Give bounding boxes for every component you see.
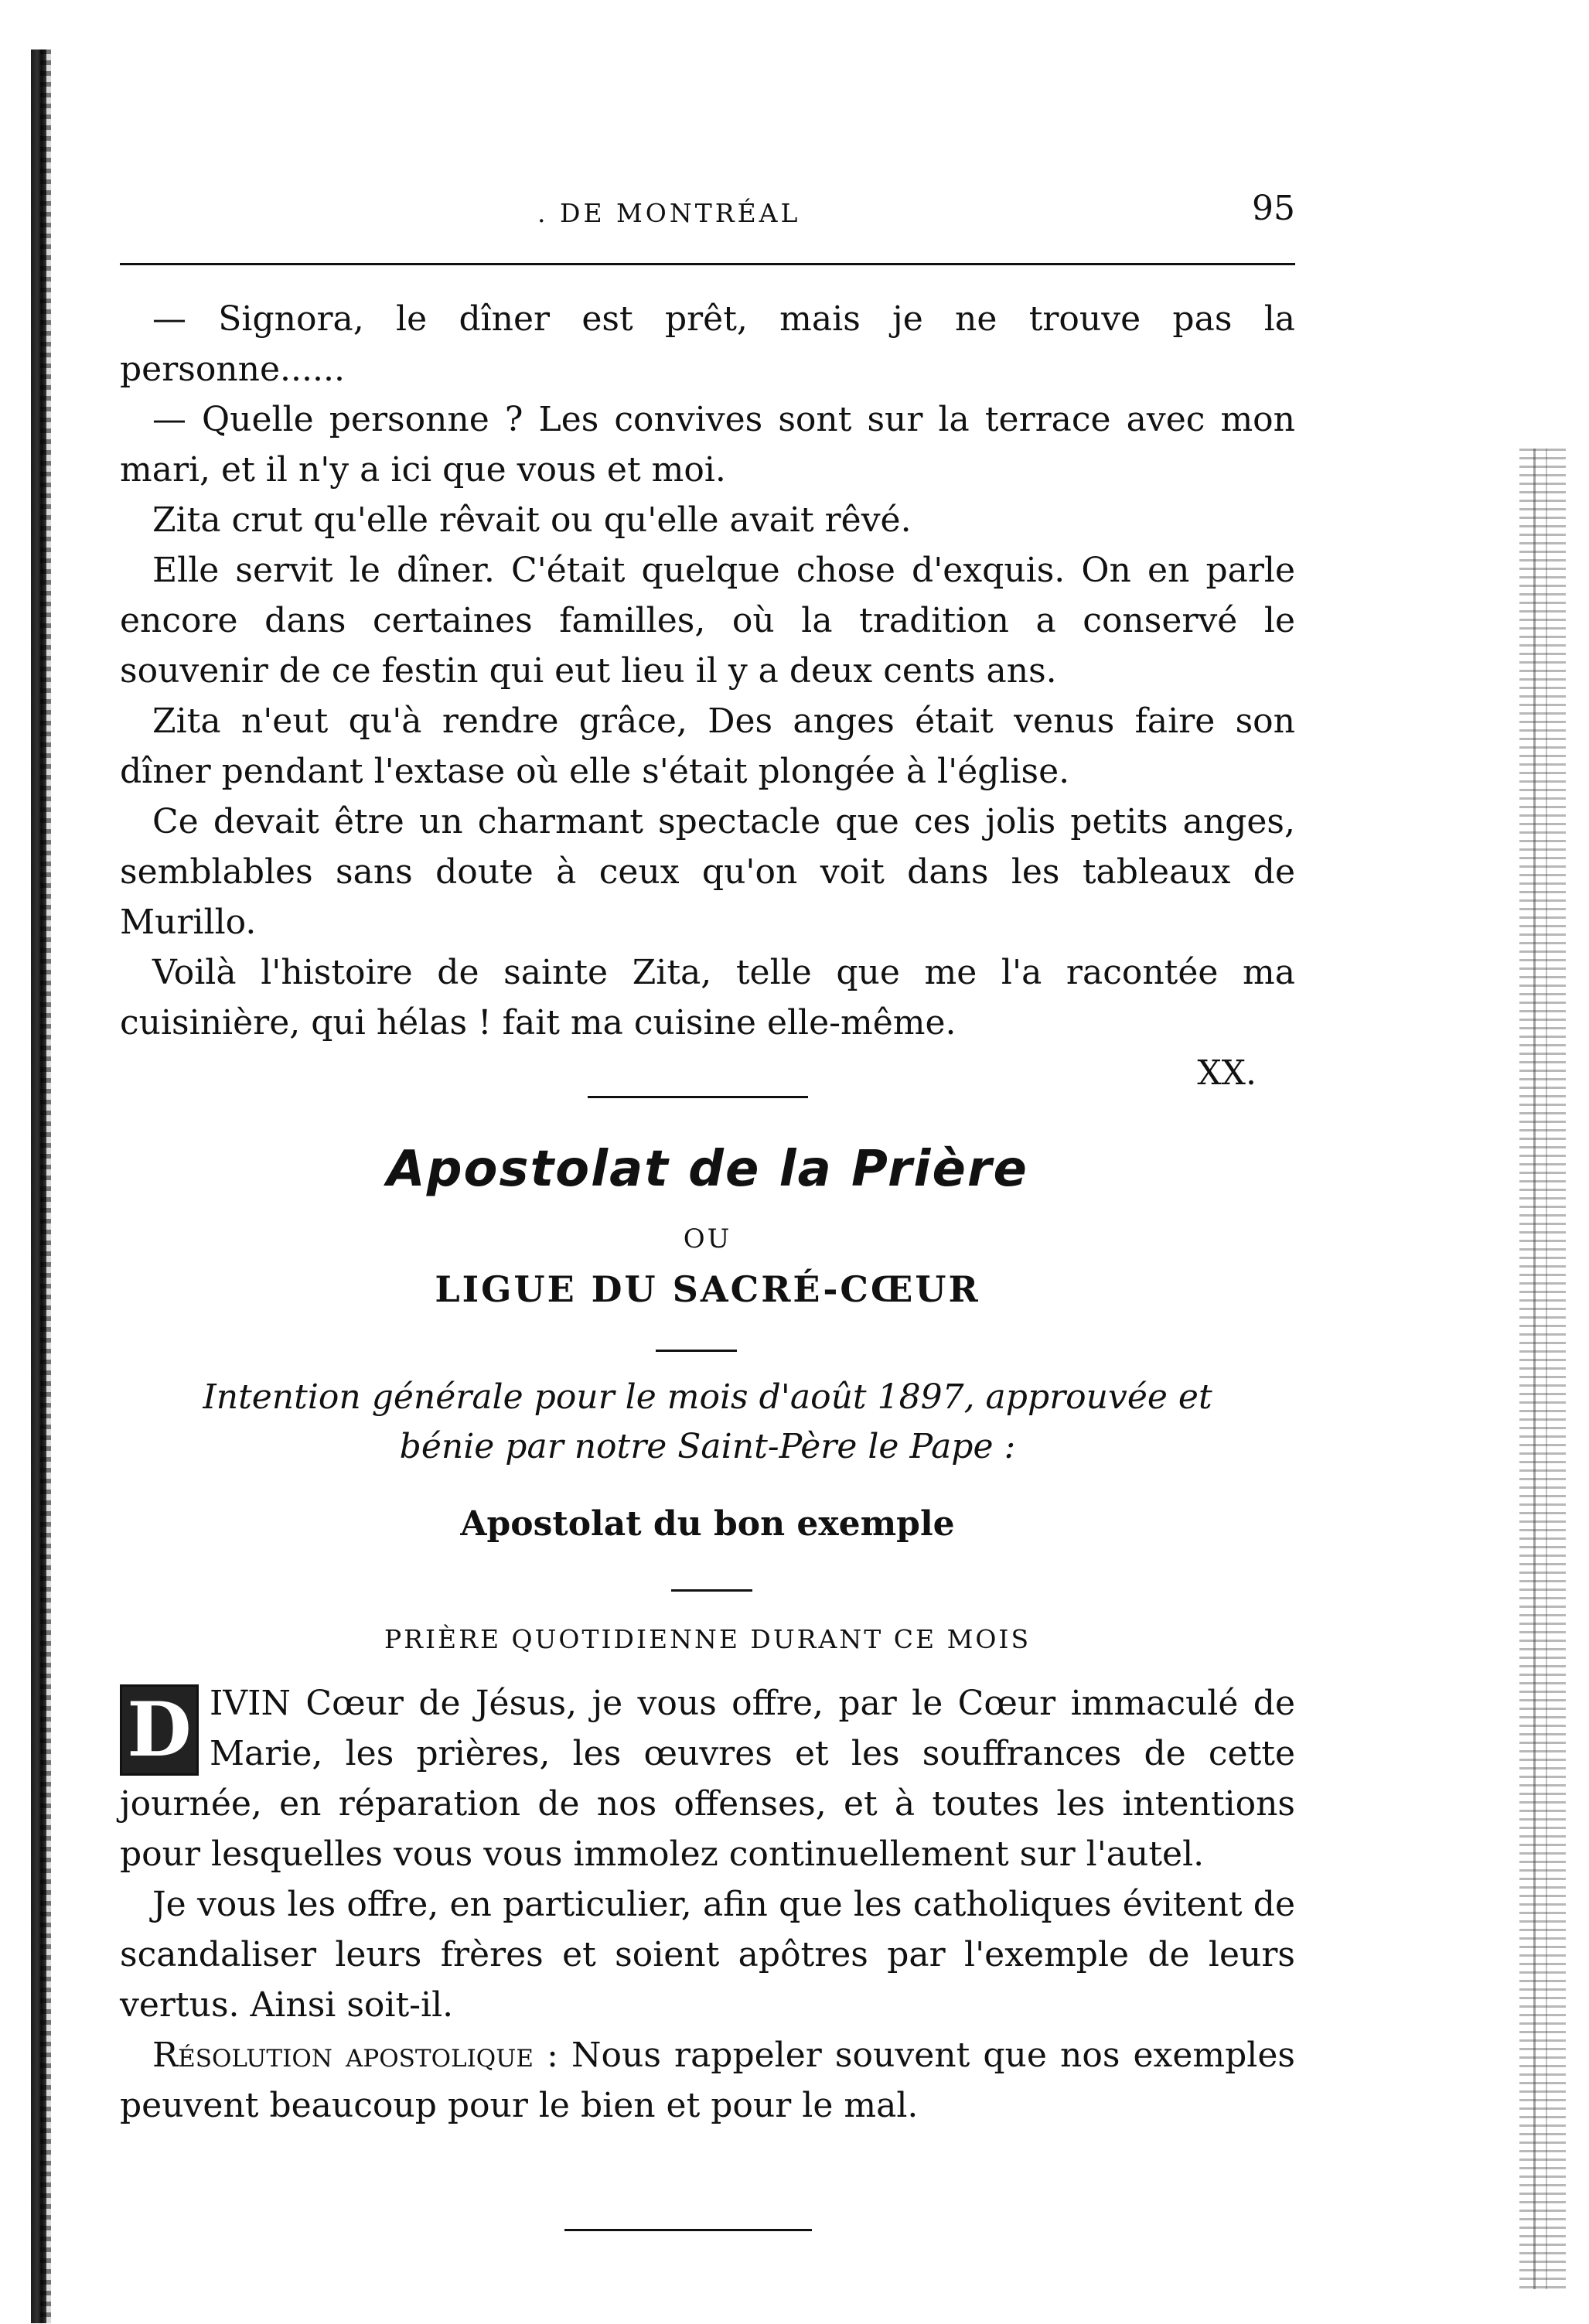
drop-cap: D — [120, 1684, 199, 1776]
running-title: . DE MONTRÉAL — [537, 198, 801, 228]
intention-text — [120, 1373, 1295, 1472]
page-header — [120, 186, 1295, 232]
intention-line: bénie par notre Saint-Père le Pape : — [399, 1427, 1016, 1466]
section-connector: OU — [683, 1223, 732, 1254]
intention-rule — [671, 1589, 752, 1592]
prayer-paragraph-text: IVIN Cœur de Jésus, je vous offre, par le Cœur immaculé de Marie, les prières, les œuvres et les souffrances de cette journée, en réparation de nos offenses, et à toutes les intentions pour lesquelles vous vous immolez continuellement sur l'autel. — [120, 1684, 1295, 1874]
scan-binding-edge — [31, 49, 46, 2323]
story-paragraph: Zita crut qu'elle rêvait ou qu'elle avait rêvé. — [152, 500, 912, 540]
section-title: Apostolat de la Prière — [387, 1141, 1028, 1198]
story-text — [120, 294, 1295, 1098]
section-subtitle: LIGUE DU SACRÉ-CŒUR — [435, 1268, 980, 1310]
story-paragraph: Zita n'eut qu'à rendre grâce, Des anges était venus faire son dîner pendant l'extase où elle s'était plongée à l'église. — [120, 701, 1295, 791]
story-paragraph: Voilà l'histoire de sainte Zita, telle que me l'a racontée ma cuisinière, qui hélas ! fait ma cuisine elle-même. — [120, 953, 1295, 1043]
story-paragraph: Elle servit le dîner. C'était quelque chose d'exquis. On en parle encore dans certaines familles, où la tradition a conservé le souvenir de ce festin qui eut lieu il y a deux cents ans. — [120, 551, 1295, 691]
section-divider — [588, 1096, 808, 1098]
story-paragraph: — Quelle personne ? Les convives sont sur la terrace avec mon mari, et il n'y a ici que vous et moi. — [120, 400, 1295, 490]
page-number: 95 — [1252, 189, 1295, 228]
prayer-paragraph: Je vous les offre, en particulier, afin que les catholiques évitent de scandaliser leurs frères et soient apôtres par l'exemple de leurs vertus. Ainsi soit-il. — [120, 1885, 1295, 2025]
intention-line: Intention générale pour le mois d'août 1897, approuvée et — [203, 1377, 1212, 1417]
intention-title: Apostolat du bon exemple — [460, 1504, 955, 1544]
resolution-text: Nous rappeler souvent que nos exemples peuvent beaucoup pour le bien et pour le mal. — [120, 2036, 1295, 2125]
closing-rule — [564, 2229, 812, 2231]
story-paragraph: Ce devait être un charmant spectacle que ces jolis petits anges, semblables sans doute à ceux qu'on voit dans les tableaux de Murillo. — [120, 802, 1295, 942]
header-rule — [120, 263, 1295, 265]
resolution-paragraph — [120, 2030, 1295, 2131]
story-signature: XX. — [1197, 1053, 1257, 1093]
prayer-heading: PRIÈRE QUOTIDIENNE DURANT CE MOIS — [384, 1624, 1031, 1654]
scan-right-edge — [1519, 449, 1566, 2289]
prayer-text — [120, 1678, 1295, 2131]
resolution-label: Résolution apostolique : — [152, 2036, 558, 2075]
title-rule — [656, 1350, 737, 1352]
story-paragraph: — Signora, le dîner est prêt, mais je ne trouve pas la personne...... — [120, 299, 1295, 389]
prayer-paragraph — [120, 1678, 1295, 1879]
